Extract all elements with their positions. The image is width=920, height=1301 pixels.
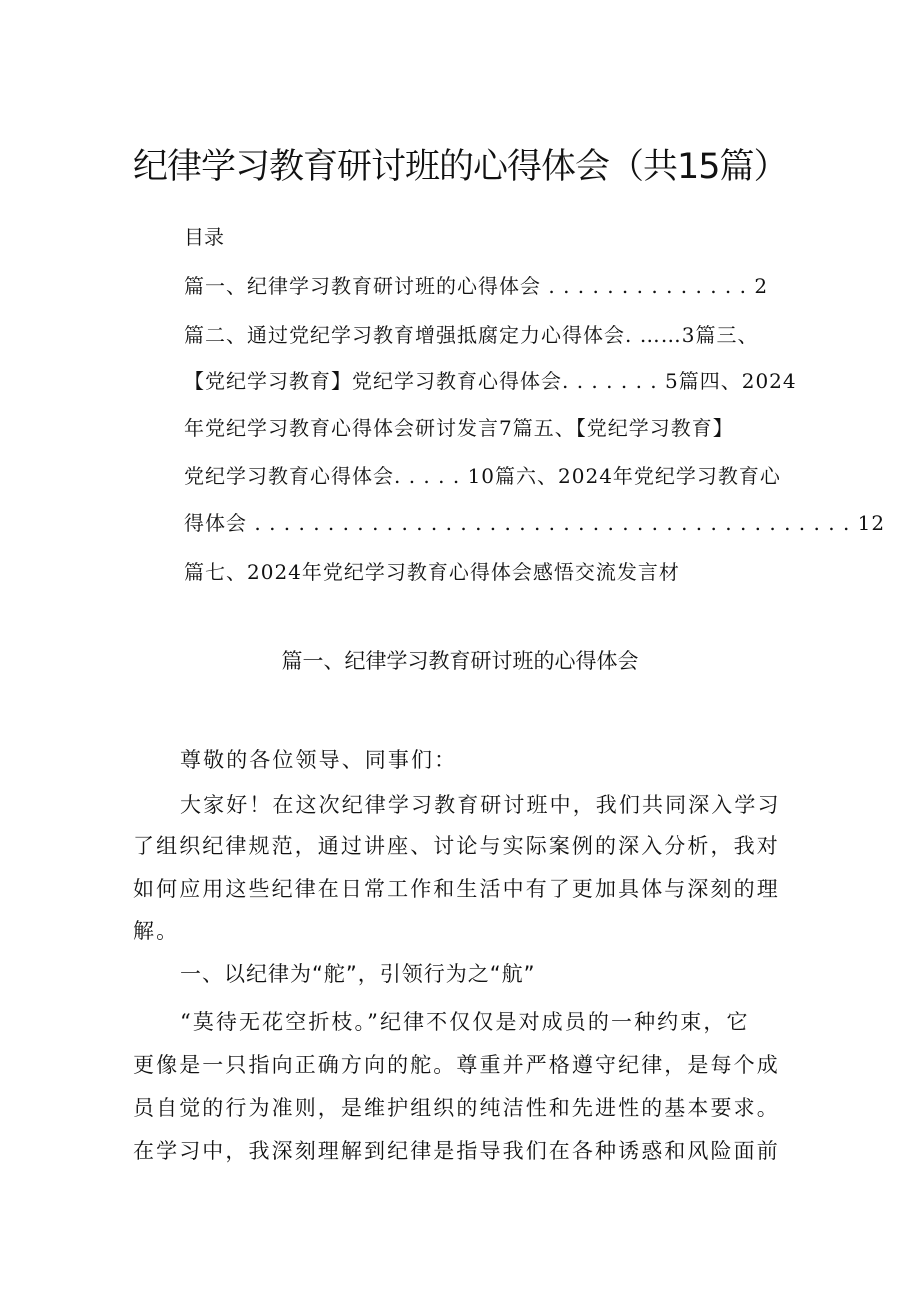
toc-line: 篇一、纪律学习教育研讨班的心得体会 . . . . . . . . . . . . . . 2	[184, 274, 769, 298]
toc-line: 篇七、2024年党纪学习教育心得体会感悟交流发言材	[184, 560, 680, 584]
paragraph-line: 了组织纪律规范，通过讲座、讨论与实际案例的深入分析，我对	[133, 834, 780, 858]
paragraph-line: “莫待无花空折枝。”纪律不仅仅是对成员的一种约束，它	[180, 1010, 750, 1034]
paragraph-line: 在学习中，我深刻理解到纪律是指导我们在各种诱惑和风险面前	[133, 1139, 780, 1163]
paragraph-line: 解。	[133, 919, 180, 943]
subheading: 一、以纪律为“舵”，引领行为之“航”	[180, 962, 536, 986]
toc-line: 篇二、通过党纪学习教育增强抵腐定力心得体会. ……3篇三、	[184, 323, 759, 347]
document-title: 纪律学习教育研讨班的心得体会（共15篇）	[133, 147, 788, 187]
paragraph-line: 更像是一只指向正确方向的舵。尊重并严格遵守纪律，是每个成	[133, 1053, 780, 1077]
section-heading: 篇一、纪律学习教育研讨班的心得体会	[281, 649, 639, 673]
paragraph-line: 如何应用这些纪律在日常工作和生活中有了更加具体与深刻的理	[133, 877, 780, 901]
toc-line: 得体会 . . . . . . . . . . . . . . . . . . . . . . . . . . . . . . . . . . . . . . . . . 12	[184, 511, 886, 535]
toc-line: 党纪学习教育心得体会. . . . . 10篇六、2024年党纪学习教育心	[184, 464, 781, 488]
toc-line: 【党纪学习教育】党纪学习教育心得体会. . . . . . . 5篇四、2024	[184, 369, 797, 393]
paragraph-line: 员自觉的行为准则，是维护组织的纯洁性和先进性的基本要求。	[133, 1096, 780, 1120]
salutation: 尊敬的各位领导、同事们：	[180, 748, 458, 772]
paragraph-line: 大家好！在这次纪律学习教育研讨班中，我们共同深入学习	[180, 793, 781, 817]
toc-line: 年党纪学习教育心得体会研讨发言7篇五、【党纪学习教育】	[184, 416, 734, 440]
toc-label: 目录	[184, 225, 224, 249]
